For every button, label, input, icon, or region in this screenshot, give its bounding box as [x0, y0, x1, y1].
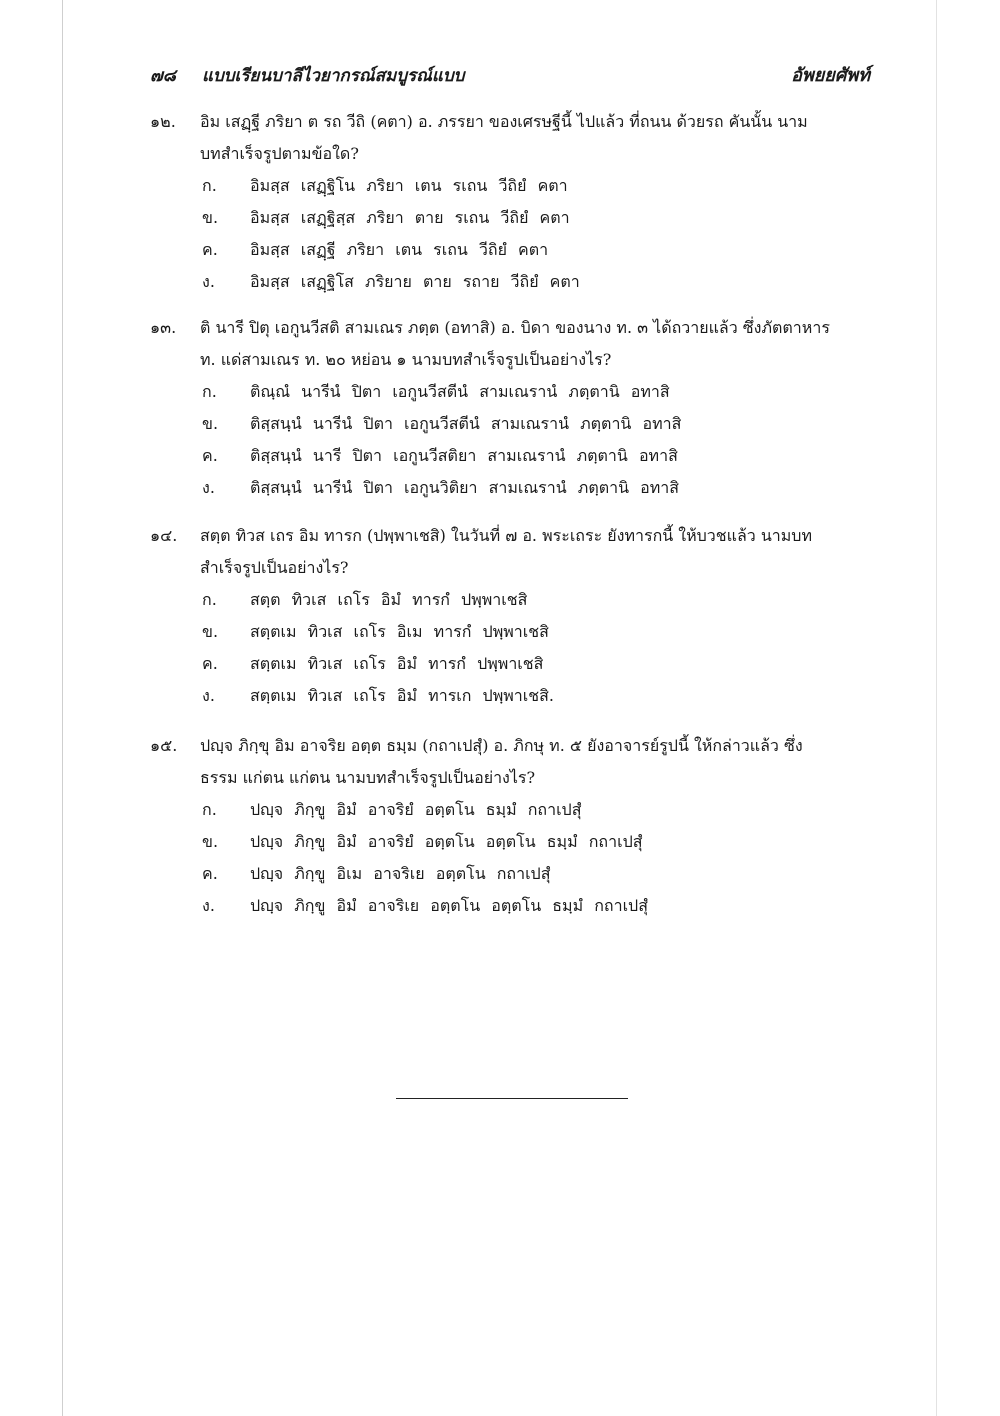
question-text: ธรรม แก่ตน แก่ตน นามบทสำเร็จรูปเป็นอย่างไร? [200, 768, 536, 787]
option-d [150, 266, 870, 298]
question-line [150, 730, 870, 762]
question-number: ๑๕. [150, 736, 178, 755]
option-a [150, 584, 870, 616]
option-label: ข. [202, 414, 219, 433]
option-label: ข. [202, 622, 219, 641]
option-c [150, 648, 870, 680]
option-text: ปญฺจ ภิกฺขู อิมํ อาจริยํ อตฺตโน อตฺตโน ธมฺมํ กถาเปสุํ [250, 832, 643, 851]
option-text: ติณฺณํ นารีนํ ปิตา เอกูนวีสตีนํ สามเณรานํ ภตฺตานิ อทาสิ [250, 382, 670, 401]
option-c [150, 440, 870, 472]
question-line [150, 762, 870, 794]
option-label: ก. [202, 382, 217, 401]
option-text: อิมสฺส เสฏฺฐิโน ภริยา เตน รเถน วีถิยํ คตา [250, 176, 568, 195]
option-label: ง. [202, 686, 215, 705]
option-label: ก. [202, 176, 217, 195]
option-text: อิมสฺส เสฏฺฐิสฺส ภริยา ตาย รเถน วีถิยํ คตา [250, 208, 570, 227]
option-label: ค. [202, 446, 218, 465]
option-label: ง. [202, 896, 215, 915]
question-text: ท. แด่สามเณร ท. ๒๐ หย่อน ๑ นามบทสำเร็จรูปเป็นอย่างไร? [200, 350, 612, 369]
option-text: ปญฺจ ภิกฺขู อิเม อาจริเย อตฺตโน กถาเปสุํ [250, 864, 551, 883]
option-label: ค. [202, 240, 218, 259]
section-end-rule [396, 1098, 628, 1099]
question-line [150, 312, 870, 344]
option-d [150, 472, 870, 504]
option-label: ค. [202, 864, 218, 883]
option-a [150, 794, 870, 826]
question-13 [150, 312, 870, 504]
option-d [150, 890, 870, 922]
book-title: แบบเรียนบาลีไวยากรณ์สมบูรณ์แบบ [202, 66, 465, 86]
option-label: ก. [202, 590, 217, 609]
question-text: สำเร็จรูปเป็นอย่างไร? [200, 558, 349, 577]
option-label: ง. [202, 272, 215, 291]
option-b [150, 826, 870, 858]
question-text: ปญฺจ ภิกฺขุ อิม อาจริย อตฺต ธมฺม (กถาเปสุํ) อ. ภิกษุ ท. ๕ ยังอาจารย์รูปนี้ ให้กล่าวแล้ว ซึ่ง [200, 736, 803, 755]
option-label: ข. [202, 208, 219, 227]
question-number: ๑๔. [150, 526, 178, 545]
option-text: ติสฺสนฺนํ นารี ปิตา เอกูนวีสติยา สามเณรานํ ภตฺตานิ อทาสิ [250, 446, 678, 465]
option-a [150, 170, 870, 202]
option-text: ปญฺจ ภิกฺขู อิมํ อาจริเย อตฺตโน อตฺตโน ธมฺมํ กถาเปสุํ [250, 896, 648, 915]
option-b [150, 202, 870, 234]
question-text: ติ นารี ปิตุ เอกูนวีสติ สามเณร ภตฺต (อทาสิ) อ. บิดา ของนาง ท. ๓ ได้ถวายแล้ว ซึ่งภัตตาหาร [200, 318, 830, 337]
page-header [150, 58, 870, 88]
option-text: สตฺตเม ทิวเส เถโร อิมํ ทารเก ปพฺพาเชสิ. [250, 686, 554, 705]
option-text: สตฺต ทิวเส เถโร อิมํ ทารกํ ปพฺพาเชสิ [250, 590, 528, 609]
question-line [150, 344, 870, 376]
question-number: ๑๓. [150, 318, 177, 337]
chapter-title: อัพยยศัพท์ [791, 65, 870, 86]
option-text: อิมสฺส เสฏฺฐิโส ภริยาย ตาย รถาย วีถิยํ คตา [250, 272, 580, 291]
question-line [150, 106, 870, 138]
question-line [150, 552, 870, 584]
option-label: ข. [202, 832, 219, 851]
page-number: ๗๘ [150, 66, 176, 86]
option-text: อิมสฺส เสฏฺฐี ภริยา เตน รเถน วีถิยํ คตา [250, 240, 549, 259]
option-text: ปญฺจ ภิกฺขู อิมํ อาจริยํ อตฺตโน ธมฺมํ กถาเปสุํ [250, 800, 582, 819]
option-c [150, 858, 870, 890]
option-label: ค. [202, 654, 218, 673]
option-b [150, 616, 870, 648]
question-12 [150, 106, 870, 298]
scan-edge-right [936, 0, 937, 1416]
option-a [150, 376, 870, 408]
question-number: ๑๒. [150, 112, 176, 131]
question-text: อิม เสฏฺฐี ภริยา ต รถ วีถิ (คตา) อ. ภรรยา ของเศรษฐีนี้ ไปแล้ว ที่ถนน ด้วยรถ คันนั้น นาม [200, 112, 808, 131]
option-text: ติสฺสนฺนํ นารีนํ ปิตา เอกูนวิติยา สามเณรานํ ภตฺตานิ อทาสิ [250, 478, 680, 497]
option-b [150, 408, 870, 440]
option-c [150, 234, 870, 266]
question-line [150, 138, 870, 170]
question-14 [150, 520, 870, 712]
option-d [150, 680, 870, 712]
scan-edge-left [62, 0, 63, 1416]
option-text: สตฺตเม ทิวเส เถโร อิมํ ทารกํ ปพฺพาเชสิ [250, 654, 544, 673]
question-15 [150, 730, 870, 922]
question-text: บทสำเร็จรูปตามข้อใด? [200, 144, 359, 163]
option-label: ก. [202, 800, 217, 819]
question-text: สตฺต ทิวส เถร อิม ทารก (ปพฺพาเชสิ) ในวันที่ ๗ อ. พระเถระ ยังทารกนี้ ให้บวชแล้ว นามบท [200, 526, 812, 545]
option-label: ง. [202, 478, 215, 497]
option-text: ติสฺสนฺนํ นารีนํ ปิตา เอกูนวีสตีนํ สามเณรานํ ภตฺตานิ อทาสิ [250, 414, 682, 433]
option-text: สตฺตเม ทิวเส เถโร อิเม ทารกํ ปพฺพาเชสิ [250, 622, 549, 641]
question-line [150, 520, 870, 552]
